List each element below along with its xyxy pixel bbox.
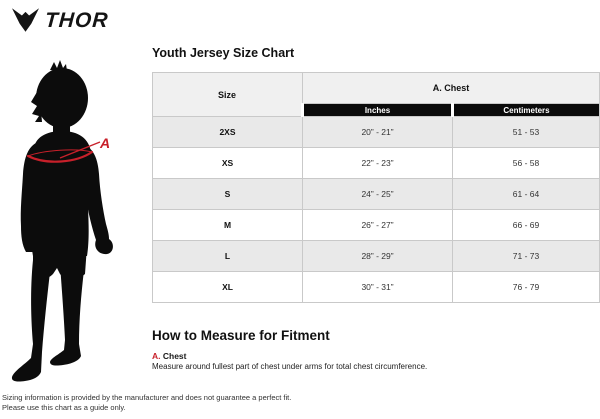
disclaimer-text	[2, 393, 291, 413]
size-cell: XL	[153, 272, 303, 303]
size-table	[152, 72, 600, 303]
cm-cell: 61 - 64	[453, 179, 600, 210]
column-header-chest: A. Chest	[303, 73, 600, 104]
cm-cell: 56 - 58	[453, 148, 600, 179]
size-cell: 2XS	[153, 117, 303, 148]
inches-cell: 22” - 23”	[303, 148, 453, 179]
disclaimer-line-1: Sizing information is provided by the manufacturer and does not guarantee a perfect fit.	[2, 393, 292, 402]
cm-cell: 51 - 53	[453, 117, 600, 148]
cm-cell: 66 - 69	[453, 210, 600, 241]
column-header-inches: Inches	[303, 104, 453, 117]
chest-measure-label: A	[100, 135, 111, 151]
inches-cell: 24” - 25”	[303, 179, 453, 210]
table-row	[153, 148, 600, 179]
inches-cell: 20” - 21”	[303, 117, 453, 148]
size-cell: M	[153, 210, 303, 241]
table-row	[153, 179, 600, 210]
fitment-item-chest	[152, 351, 187, 361]
fitment-heading: How to Measure for Fitment	[152, 328, 330, 343]
brand-name: THOR	[44, 8, 110, 32]
table-row	[153, 210, 600, 241]
table-row	[153, 241, 600, 272]
measurement-figure	[4, 58, 136, 390]
fitment-description: Measure around fullest part of chest under arms for total chest circumference.	[152, 362, 428, 371]
column-header-size: Size	[153, 73, 303, 117]
inches-cell: 30” - 31”	[303, 272, 453, 303]
page-title: Youth Jersey Size Chart	[152, 46, 295, 60]
thor-horns-icon	[12, 8, 39, 32]
size-cell: XS	[153, 148, 303, 179]
size-cell: S	[153, 179, 303, 210]
cm-cell: 71 - 73	[453, 241, 600, 272]
fitment-name: Chest	[162, 351, 187, 361]
child-silhouette	[4, 58, 136, 390]
table-row	[153, 117, 600, 148]
cm-cell: 76 - 79	[453, 272, 600, 303]
column-header-centimeters: Centimeters	[453, 104, 600, 117]
inches-cell: 28” - 29”	[303, 241, 453, 272]
size-cell: L	[153, 241, 303, 272]
table-row	[153, 272, 600, 303]
fitment-letter: A.	[152, 351, 161, 361]
disclaimer-line-2: Please use this chart as a guide only.	[2, 403, 126, 412]
inches-cell: 26” - 27”	[303, 210, 453, 241]
brand-logo	[12, 8, 109, 32]
size-table-container	[152, 72, 599, 303]
